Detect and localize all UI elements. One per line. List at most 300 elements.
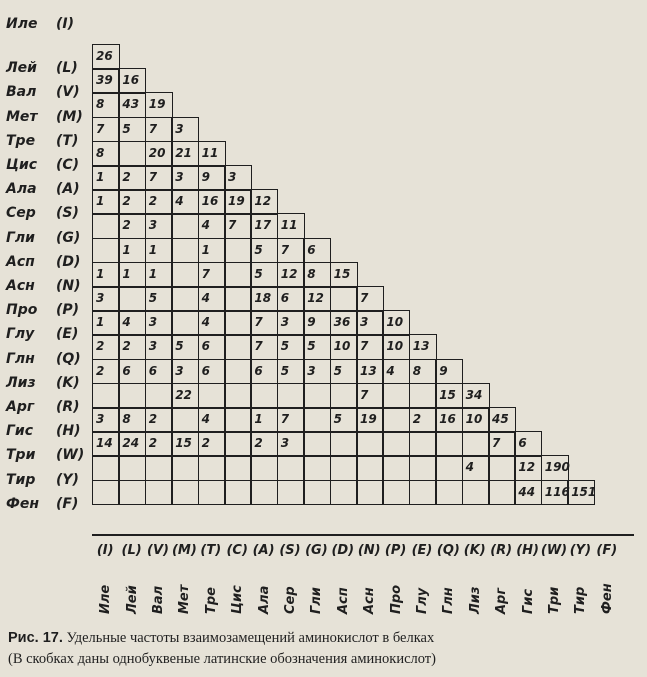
column-code: (D) [331, 543, 355, 558]
matrix-cell [382, 431, 410, 457]
matrix-cell [171, 310, 199, 336]
matrix-cell: 1 [118, 262, 146, 288]
matrix-cell: 7 [250, 334, 278, 360]
column-code: (I) [96, 543, 114, 558]
column-code: (W) [540, 543, 568, 558]
column-name-text: Про [388, 584, 404, 614]
matrix-cell: 34 [462, 383, 490, 409]
matrix-cell [356, 431, 384, 457]
matrix-cell [409, 480, 437, 506]
matrix-cell [92, 213, 120, 239]
matrix-cell [171, 262, 199, 288]
matrix-cell [224, 286, 252, 312]
row-label-name: Три [6, 447, 36, 464]
column-code: (V) [147, 543, 169, 558]
column-code: (R) [490, 543, 513, 558]
matrix-cell: 2 [198, 431, 226, 457]
matrix-cell [330, 383, 358, 409]
row-label-code: (D) [56, 253, 81, 270]
matrix-cell: 6 [198, 359, 226, 385]
row-label-code: (E) [56, 326, 79, 343]
matrix-cell: 13 [356, 359, 384, 385]
column-code: (N) [357, 543, 381, 558]
matrix-cell: 2 [118, 189, 146, 215]
row-label [6, 177, 98, 201]
matrix-cell: 2 [118, 334, 146, 360]
matrix-cell: 19 [145, 92, 173, 118]
matrix-cell [224, 359, 252, 385]
column-name [164, 584, 193, 624]
matrix-cell [435, 455, 463, 481]
row-label-code: (F) [56, 495, 79, 512]
matrix-cell: 4 [198, 286, 226, 312]
matrix-cell: 4 [118, 310, 146, 336]
matrix-cell: 7 [198, 262, 226, 288]
axis-line [92, 534, 634, 536]
caption-line-1 [8, 628, 638, 649]
matrix-cell [356, 480, 384, 506]
matrix-cell [171, 407, 199, 433]
matrix-cell: 1 [92, 310, 120, 336]
row-label-name: Арг [6, 399, 35, 415]
row-label-code: (M) [56, 108, 83, 125]
matrix-cell: 2 [92, 359, 120, 385]
matrix-cell: 2 [92, 334, 120, 360]
matrix-cell: 2 [118, 213, 146, 239]
matrix-cell: 8 [92, 141, 120, 167]
row-label [6, 395, 98, 419]
matrix-cell: 2 [409, 407, 437, 433]
column-code: (C) [226, 543, 248, 558]
matrix-cell: 1 [92, 165, 120, 191]
column-name-text: Асн [362, 587, 378, 614]
column-name-text: Ала [256, 585, 272, 614]
matrix-cell: 4 [198, 310, 226, 336]
row-label-code: (P) [56, 302, 80, 319]
matrix-cell [488, 455, 516, 481]
matrix-cell [303, 431, 331, 457]
matrix-cell: 3 [277, 431, 305, 457]
column-name [111, 585, 140, 624]
row-label-name: Тир [6, 471, 36, 488]
column-code: (M) [171, 543, 197, 558]
column-name-text: Глн [441, 587, 457, 614]
column-name [481, 587, 510, 624]
column-name [455, 586, 483, 624]
column-name-text: Лей [124, 585, 140, 614]
matrix-cell: 7 [224, 213, 252, 239]
matrix-cell: 15 [330, 262, 358, 288]
column-name [296, 587, 325, 624]
matrix-cell [224, 431, 252, 457]
matrix-cell: 2 [145, 189, 173, 215]
matrix-cell: 3 [224, 165, 252, 191]
matrix-cell [435, 480, 463, 506]
column-code: (S) [279, 543, 301, 558]
matrix-cell: 3 [171, 165, 199, 191]
row-label-name: Тре [6, 132, 36, 149]
column-name [85, 584, 114, 624]
figure-number: Рис. 17. [8, 630, 63, 646]
row-label [6, 322, 98, 346]
matrix-cell [303, 407, 331, 433]
row-label-name: Ала [6, 181, 37, 198]
column-name-text: Гли [309, 587, 325, 614]
row-label-name: Гли [6, 229, 35, 246]
matrix-cell: 3 [145, 334, 173, 360]
matrix-cell: 8 [303, 262, 331, 288]
row-label [6, 105, 98, 129]
matrix-cell: 11 [198, 141, 226, 167]
row-label-code: (L) [56, 60, 78, 77]
matrix-cell: 2 [250, 431, 278, 457]
row-label [6, 419, 98, 443]
matrix-cell [488, 480, 516, 506]
row-label-code: (H) [56, 423, 81, 440]
matrix-cell [277, 480, 305, 506]
matrix-cell: 19 [224, 189, 252, 215]
matrix-cell: 8 [409, 359, 437, 385]
column-name-text: Арг [494, 587, 510, 614]
column-name-text: Фен [599, 583, 615, 614]
matrix-cell: 12 [514, 455, 542, 481]
matrix-cell: 4 [382, 359, 410, 385]
matrix-cell: 6 [303, 238, 331, 264]
matrix-cell: 7 [277, 407, 305, 433]
matrix-cell: 6 [277, 286, 305, 312]
matrix-cell: 10 [382, 310, 410, 336]
matrix-cell: 1 [92, 189, 120, 215]
matrix-cell [250, 383, 278, 409]
column-name [375, 584, 404, 624]
matrix-cell: 3 [92, 407, 120, 433]
matrix-cell [409, 455, 437, 481]
matrix-cell: 45 [488, 407, 516, 433]
column-code: (G) [305, 543, 328, 558]
matrix-cell: 16 [198, 189, 226, 215]
row-label-name: Асп [6, 253, 35, 270]
matrix-cell: 39 [92, 68, 120, 94]
row-label-code: (T) [56, 132, 79, 149]
row-label [6, 274, 98, 298]
row-label [6, 298, 98, 322]
matrix-cell: 17 [250, 213, 278, 239]
matrix-cell: 1 [92, 262, 120, 288]
row-label-code: (G) [56, 229, 81, 246]
matrix-cell: 7 [145, 117, 173, 143]
row-label [6, 468, 98, 492]
matrix-cell [118, 480, 146, 506]
matrix-cell: 44 [514, 480, 542, 506]
matrix-cell [409, 383, 437, 409]
matrix-cell: 6 [145, 359, 173, 385]
matrix-cell: 9 [435, 359, 463, 385]
column-code: (H) [516, 543, 539, 558]
row-label-name: Глу [6, 326, 35, 343]
matrix-cell [303, 480, 331, 506]
column-name-text: Мет [177, 584, 193, 614]
column-name-text: Лиз [467, 586, 483, 614]
column-code: (E) [411, 543, 433, 558]
matrix-cell: 6 [514, 431, 542, 457]
column-code: (P) [384, 543, 407, 558]
row-label-name: Вал [6, 84, 37, 101]
column-name-text: Сер [282, 586, 298, 614]
column-name [323, 587, 351, 624]
matrix-cell: 7 [145, 165, 173, 191]
column-name [402, 587, 430, 624]
column-name [243, 585, 272, 624]
matrix-cell: 7 [356, 383, 384, 409]
matrix-cell: 5 [250, 238, 278, 264]
row-label-name: Асн [6, 278, 35, 294]
row-label [6, 201, 98, 225]
matrix-cell: 4 [462, 455, 490, 481]
figure-caption [8, 628, 638, 670]
matrix-cell: 16 [435, 407, 463, 433]
matrix-cell: 7 [277, 238, 305, 264]
matrix-cell: 5 [303, 334, 331, 360]
row-label [6, 153, 98, 177]
row-label-name: Сер [6, 205, 36, 222]
row-label-code: (Q) [56, 350, 81, 367]
matrix-cell: 7 [92, 117, 120, 143]
matrix-cell: 3 [145, 310, 173, 336]
matrix-cell: 5 [277, 334, 305, 360]
matrix-cell [277, 455, 305, 481]
row-label [6, 12, 98, 36]
matrix-cell: 1 [198, 238, 226, 264]
matrix-cell: 5 [145, 286, 173, 312]
matrix-cell: 3 [171, 117, 199, 143]
row-label [6, 226, 98, 250]
matrix-cell: 5 [250, 262, 278, 288]
matrix-cell [224, 383, 252, 409]
matrix-cell [303, 455, 331, 481]
matrix-cell: 7 [488, 431, 516, 457]
row-label-code: (Y) [56, 471, 79, 488]
matrix-cell: 8 [92, 92, 120, 118]
matrix-cell: 12 [277, 262, 305, 288]
row-label-code: (A) [56, 181, 80, 198]
matrix-cell: 14 [92, 431, 120, 457]
matrix-cell: 2 [145, 431, 173, 457]
matrix-cell [462, 431, 490, 457]
matrix-cell [224, 480, 252, 506]
matrix-cell [462, 480, 490, 506]
column-code: (Y) [569, 543, 592, 558]
matrix-cell [435, 431, 463, 457]
column-code: (K) [463, 543, 486, 558]
matrix-cell: 4 [171, 189, 199, 215]
matrix-cell [382, 480, 410, 506]
row-label [6, 80, 98, 104]
matrix-cell: 15 [435, 383, 463, 409]
matrix-cell [224, 238, 252, 264]
row-label-name: Цис [6, 157, 38, 173]
column-code: (F) [596, 543, 618, 558]
column-name [534, 586, 562, 624]
matrix-cell: 36 [330, 310, 358, 336]
matrix-cell [92, 383, 120, 409]
matrix-cell [382, 383, 410, 409]
matrix-cell: 2 [145, 407, 173, 433]
row-label-code: (K) [56, 374, 80, 391]
column-name-text: Три [546, 586, 562, 614]
matrix-cell [382, 407, 410, 433]
matrix-cell: 1 [250, 407, 278, 433]
row-label-name: Фен [6, 495, 40, 512]
matrix-cell: 4 [198, 213, 226, 239]
matrix-cell: 3 [303, 359, 331, 385]
matrix-cell [330, 286, 358, 312]
column-name-text: Вал [150, 585, 166, 614]
row-label-code: (R) [56, 399, 80, 415]
row-label [6, 371, 98, 395]
row-label-code: (V) [56, 84, 80, 101]
matrix-cell [118, 141, 146, 167]
row-label-name: Мет [6, 108, 38, 125]
matrix-cell [224, 262, 252, 288]
matrix-cell: 6 [118, 359, 146, 385]
row-label [6, 129, 98, 153]
matrix-cell: 6 [250, 359, 278, 385]
matrix-cell [171, 455, 199, 481]
matrix-cell: 13 [409, 334, 437, 360]
column-name [138, 585, 166, 624]
matrix-cell [171, 286, 199, 312]
column-name-text: Тре [203, 587, 219, 614]
column-name-text: Глу [414, 587, 430, 614]
row-label [6, 347, 98, 371]
matrix-cell: 5 [330, 359, 358, 385]
row-label-code: (C) [56, 157, 80, 173]
column-name [191, 587, 219, 624]
matrix-cell [224, 455, 252, 481]
column-name-text: Цис [230, 585, 246, 614]
matrix-cell: 43 [118, 92, 146, 118]
matrix-cell [330, 431, 358, 457]
row-label [6, 443, 98, 467]
matrix-cell [145, 383, 173, 409]
matrix-cell: 24 [118, 431, 146, 457]
matrix-cell: 10 [330, 334, 358, 360]
matrix-cell: 7 [356, 286, 384, 312]
row-label-code: (W) [56, 447, 85, 464]
matrix-cell: 6 [198, 334, 226, 360]
matrix-cell: 3 [277, 310, 305, 336]
column-name [507, 588, 536, 624]
column-code: (Q) [436, 543, 460, 558]
matrix-cell: 3 [145, 213, 173, 239]
matrix-cell [198, 455, 226, 481]
row-label-name: Гис [6, 423, 34, 440]
matrix-cell: 4 [198, 407, 226, 433]
matrix-cell: 10 [462, 407, 490, 433]
matrix-cell: 11 [277, 213, 305, 239]
row-label-name: Глн [6, 350, 35, 367]
matrix-cell: 1 [118, 238, 146, 264]
matrix-cell: 3 [92, 286, 120, 312]
matrix-cell: 1 [145, 238, 173, 264]
matrix-cell: 190 [541, 455, 569, 481]
matrix-cell [171, 238, 199, 264]
column-code: (L) [121, 543, 142, 558]
matrix-cell [250, 455, 278, 481]
matrix-cell: 15 [171, 431, 199, 457]
matrix-cell: 21 [171, 141, 199, 167]
column-name-text: Гис [520, 588, 536, 614]
matrix-cell: 5 [330, 407, 358, 433]
matrix-cell [118, 383, 146, 409]
column-name [587, 583, 615, 624]
matrix-cell [409, 431, 437, 457]
matrix-cell: 12 [250, 189, 278, 215]
row-label-name: Иле [6, 16, 38, 32]
matrix-cell [118, 286, 146, 312]
matrix-cell [92, 455, 120, 481]
matrix-cell [224, 310, 252, 336]
column-code: (A) [252, 543, 275, 558]
matrix-cell: 22 [171, 383, 199, 409]
matrix-cell [145, 455, 173, 481]
caption-text: Удельные частоты взаимозамещений аминокислот в белках [66, 630, 435, 646]
matrix-cell [198, 480, 226, 506]
column-name [217, 585, 246, 624]
matrix-cell: 26 [92, 44, 120, 70]
column-name-text: Иле [98, 584, 114, 614]
row-label [6, 250, 98, 274]
matrix-cell: 8 [118, 407, 146, 433]
matrix-cell [224, 334, 252, 360]
matrix-cell [118, 455, 146, 481]
matrix-cell: 16 [118, 68, 146, 94]
matrix-cell: 19 [356, 407, 384, 433]
row-label-name: Лиз [6, 374, 36, 391]
column-name [560, 586, 589, 624]
matrix-cell [171, 480, 199, 506]
row-label-code: (N) [56, 278, 81, 294]
matrix-cell: 10 [382, 334, 410, 360]
matrix-cell [250, 480, 278, 506]
matrix-cell: 5 [171, 334, 199, 360]
matrix-cell: 3 [356, 310, 384, 336]
row-label-name: Лей [6, 60, 37, 77]
row-label-name: Про [6, 302, 38, 319]
matrix-cell [198, 383, 226, 409]
matrix-cell [330, 455, 358, 481]
column-name [349, 587, 378, 624]
matrix-cell [145, 480, 173, 506]
matrix-cell: 18 [250, 286, 278, 312]
matrix-cell [303, 383, 331, 409]
matrix-cell: 3 [171, 359, 199, 385]
matrix-cell: 5 [118, 117, 146, 143]
matrix-cell [382, 455, 410, 481]
matrix-cell [224, 407, 252, 433]
matrix-cell: 9 [198, 165, 226, 191]
matrix-cell [277, 383, 305, 409]
column-name-text: Тир [573, 586, 589, 614]
row-label-code: (I) [56, 16, 75, 32]
matrix-cell: 151 [567, 480, 595, 506]
column-name [428, 587, 457, 624]
caption-line-2: (В скобках даны однобуквеные латинские обозначения аминокислот) [8, 651, 436, 667]
matrix-cell: 5 [277, 359, 305, 385]
matrix-cell [171, 213, 199, 239]
matrix-cell: 1 [145, 262, 173, 288]
matrix-cell: 9 [303, 310, 331, 336]
